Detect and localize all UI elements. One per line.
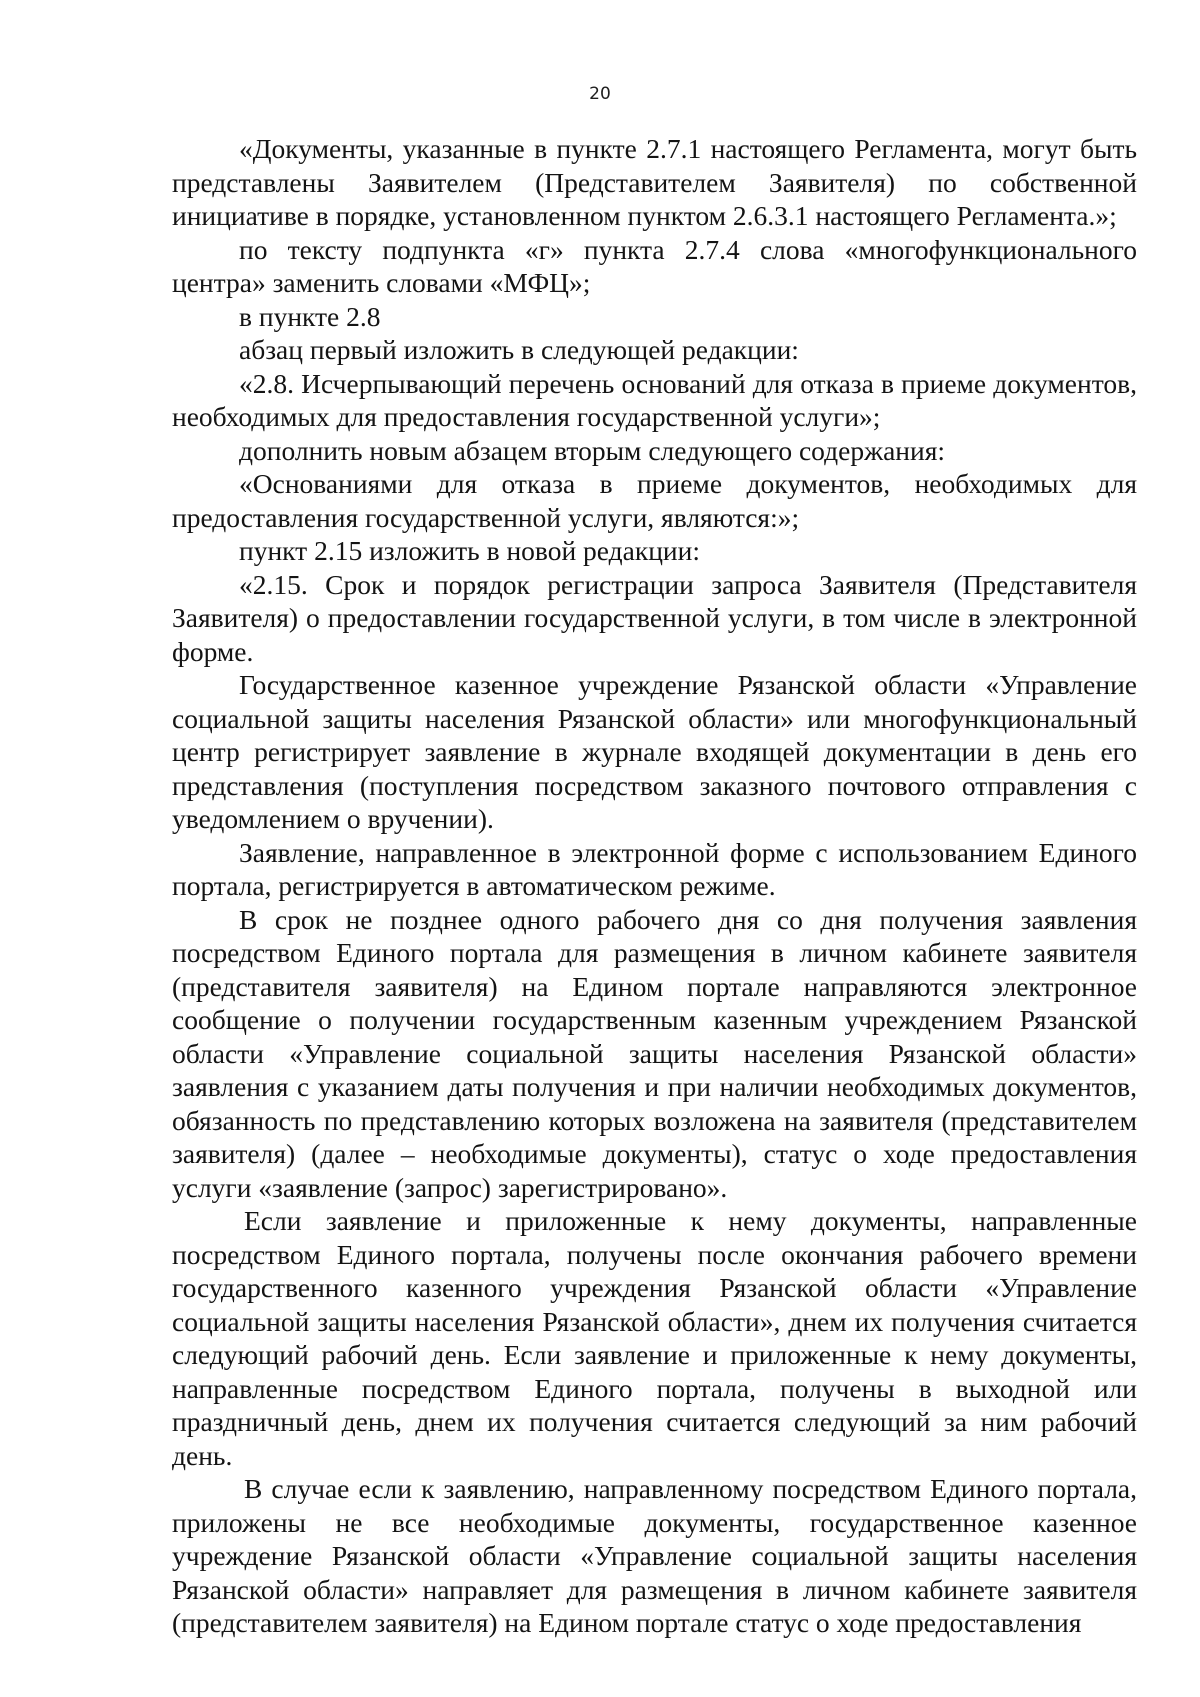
paragraph: «2.8. Исчерпывающий перечень оснований для отказа в приеме документов, необходимых для предоставления государственной услуги»; xyxy=(172,367,1137,432)
paragraph: Государственное казенное учреждение Рязанской области «Управление социальной защиты населения Рязанской области» или многофункциональный центр регистрирует заявление в журнале входящей документации в день его представления (поступления посредством заказного почтового отправления с уведомлением о вручении). xyxy=(172,669,1137,834)
paragraph: «2.15. Срок и порядок регистрации запроса Заявителя (Представителя Заявителя) о предоставлении государственной услуги, в том числе в электронной форме. xyxy=(172,568,1137,667)
paragraph: Заявление, направленное в электронной форме с использованием Единого портала, регистрируется в автоматическом режиме. xyxy=(172,836,1137,901)
paragraph: по тексту подпункта «г» пункта 2.7.4 слова «многофункционального центра» заменить словами «МФЦ»; xyxy=(172,233,1137,298)
page-number: 20 xyxy=(589,84,611,104)
paragraph: В срок не позднее одного рабочего дня со дня получения заявления посредством Единого портала для размещения в личном кабинете заявителя (представителя заявителя) на Едином портале направляются электронное сообщение о получении государственным казенным учреждением Рязанской области «Управление социальной защиты населения Рязанской области» заявления с указанием даты получения и при наличии необходимых документов, обязанность по представлению которых возложена на заявителя (представителем заявителя) (далее – необходимые документы), статус о ходе предоставления услуги «заявление (запрос) зарегистрировано». xyxy=(172,903,1137,1203)
paragraph: дополнить новым абзацем вторым следующего содержания: xyxy=(239,434,946,466)
paragraph: «Документы, указанные в пункте 2.7.1 настоящего Регламента, могут быть представлены Заявителем (Представителем Заявителя) по собственной инициативе в порядке, установленном пунктом 2.6.3.1 настоящего Регламента.»; xyxy=(172,133,1137,231)
paragraph: абзац первый изложить в следующей редакции: xyxy=(239,334,799,365)
paragraph: пункт 2.15 изложить в новой редакции: xyxy=(239,535,701,566)
paragraph: В случае если к заявлению, направленному посредством Единого портала, приложены не все необходимые документы, государственное казенное учреждение Рязанской области «Управление социальной защиты населения Рязанской области» направляет для размещения в личном кабинете заявителя (представителем заявителя) на Едином портале статус о ходе предоставления xyxy=(172,1473,1137,1638)
paragraph: в пункте 2.8 xyxy=(239,300,381,332)
document-body xyxy=(172,132,1137,1640)
paragraph: «Основаниями для отказа в приеме документов, необходимых для предоставления государственной услуги, являются:»; xyxy=(172,468,1137,533)
paragraph: Если заявление и приложенные к нему документы, направленные посредством Единого портала, получены после окончания рабочего времени государственного казенного учреждения Рязанской области «Управление социальной защиты населения Рязанской области», днем их получения считается следующий рабочий день. Если заявление и приложенные к нему документы, направленные посредством Единого портала, получены в выходной или праздничный день, днем их получения считается следующий за ним рабочий день. xyxy=(172,1205,1137,1471)
